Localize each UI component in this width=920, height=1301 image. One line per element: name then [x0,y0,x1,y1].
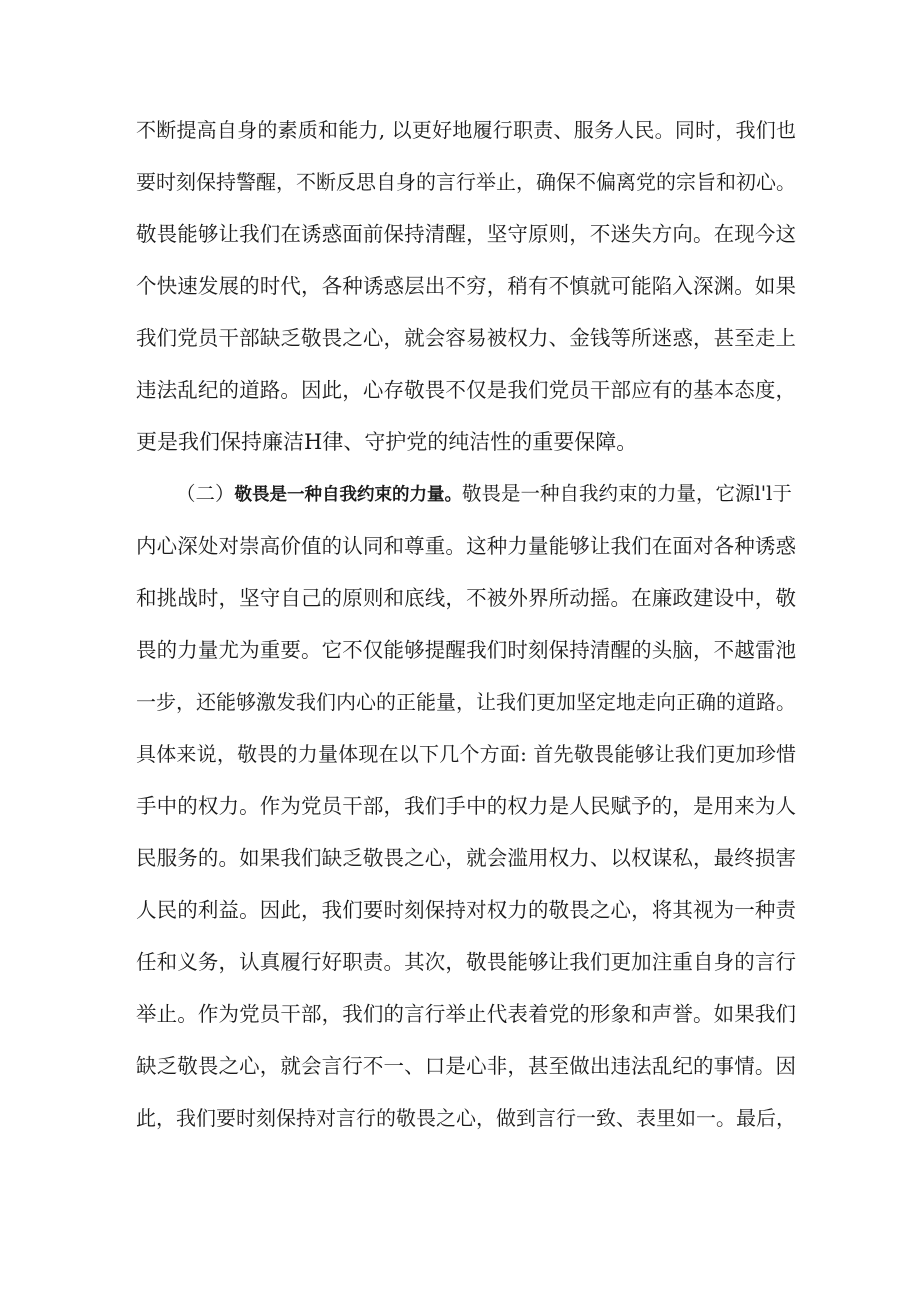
paragraph-1-line: 敬畏能够让我们在诱惑面前保持清醒，坚守原则，不迷失方向。在现今这 [136,222,796,246]
paragraph-1-line: 更是我们保持廉洁H律、守护党的纯洁性的重要保障。 [136,430,638,454]
paragraph-2-first-line-text: 敬畏是一种自我约束的力量，它源l'l于 [462,482,792,505]
paragraph-2-line: 举止。作为党员干部，我们的言行举止代表着党的形象和声誉。如果我们 [136,1002,796,1026]
paragraph-2-line: 一步，还能够激发我们内心的正能量，让我们更加坚定地走向正确的道路。 [136,690,796,714]
paragraph-2-line: 具体来说，敬畏的力量体现在以下几个方面: 首先敬畏能够让我们更加珍惜 [136,742,796,766]
paragraph-1-line: 不断提高自身的素质和能力, 以更好地履行职责、服务人民。同时，我们也 [136,118,796,142]
paragraph-2-line: 民服务的。如果我们缺乏敬畏之心，就会滥用权力、以权谋私，最终损害 [136,846,796,870]
paragraph-2-line: 任和义务，认真履行好职责。其次，敬畏能够让我们更加注重自身的言行 [136,950,796,974]
paragraph-1-line: 违法乱纪的道路。因此，心存敬畏不仅是我们党员干部应有的基本态度， [136,378,796,402]
paragraph-2-line: 人民的利益。因此，我们要时刻保持对权力的敬畏之心，将其视为一种责 [136,898,796,922]
paragraph-2-line: 和挑战时，坚守自己的原则和底线，不被外界所动摇。在廉政建设中，敬 [136,586,796,610]
paragraph-2-line: 缺乏敬畏之心，就会言行不一、口是心非，甚至做出违法乱纪的事情。因 [136,1054,796,1078]
paragraph-2-line: 畏的力量尤为重要。它不仅能够提醒我们时刻保持清醒的头脑，不越雷池 [136,638,796,662]
section-number: （二） [176,482,235,505]
section-heading: 敬畏是一种自我约束的力量。 [234,485,463,505]
paragraph-2-line: 内心深处对崇高价值的认同和尊重。这种力量能够让我们在面对各种诱惑 [136,534,796,558]
paragraph-2-line: 手中的权力。作为党员干部，我们手中的权力是人民赋予的，是用来为人 [136,794,796,818]
paragraph-2-line: 此，我们要时刻保持对言行的敬畏之心，做到言行一致、表里如一。最后， [136,1106,796,1130]
paragraph-1-line: 我们党员干部缺乏敬畏之心，就会容易被权力、金钱等所迷惑，甚至走上 [136,326,796,350]
paragraph-2-first-line [176,476,796,512]
paragraph-1-line: 个快速发展的时代，各种诱惑层出不穷，稍有不慎就可能陷入深渊。如果 [136,274,796,298]
paragraph-1-line: 要时刻保持警醒，不断反思自身的言行举止，确保不偏离党的宗旨和初心。 [136,170,796,194]
